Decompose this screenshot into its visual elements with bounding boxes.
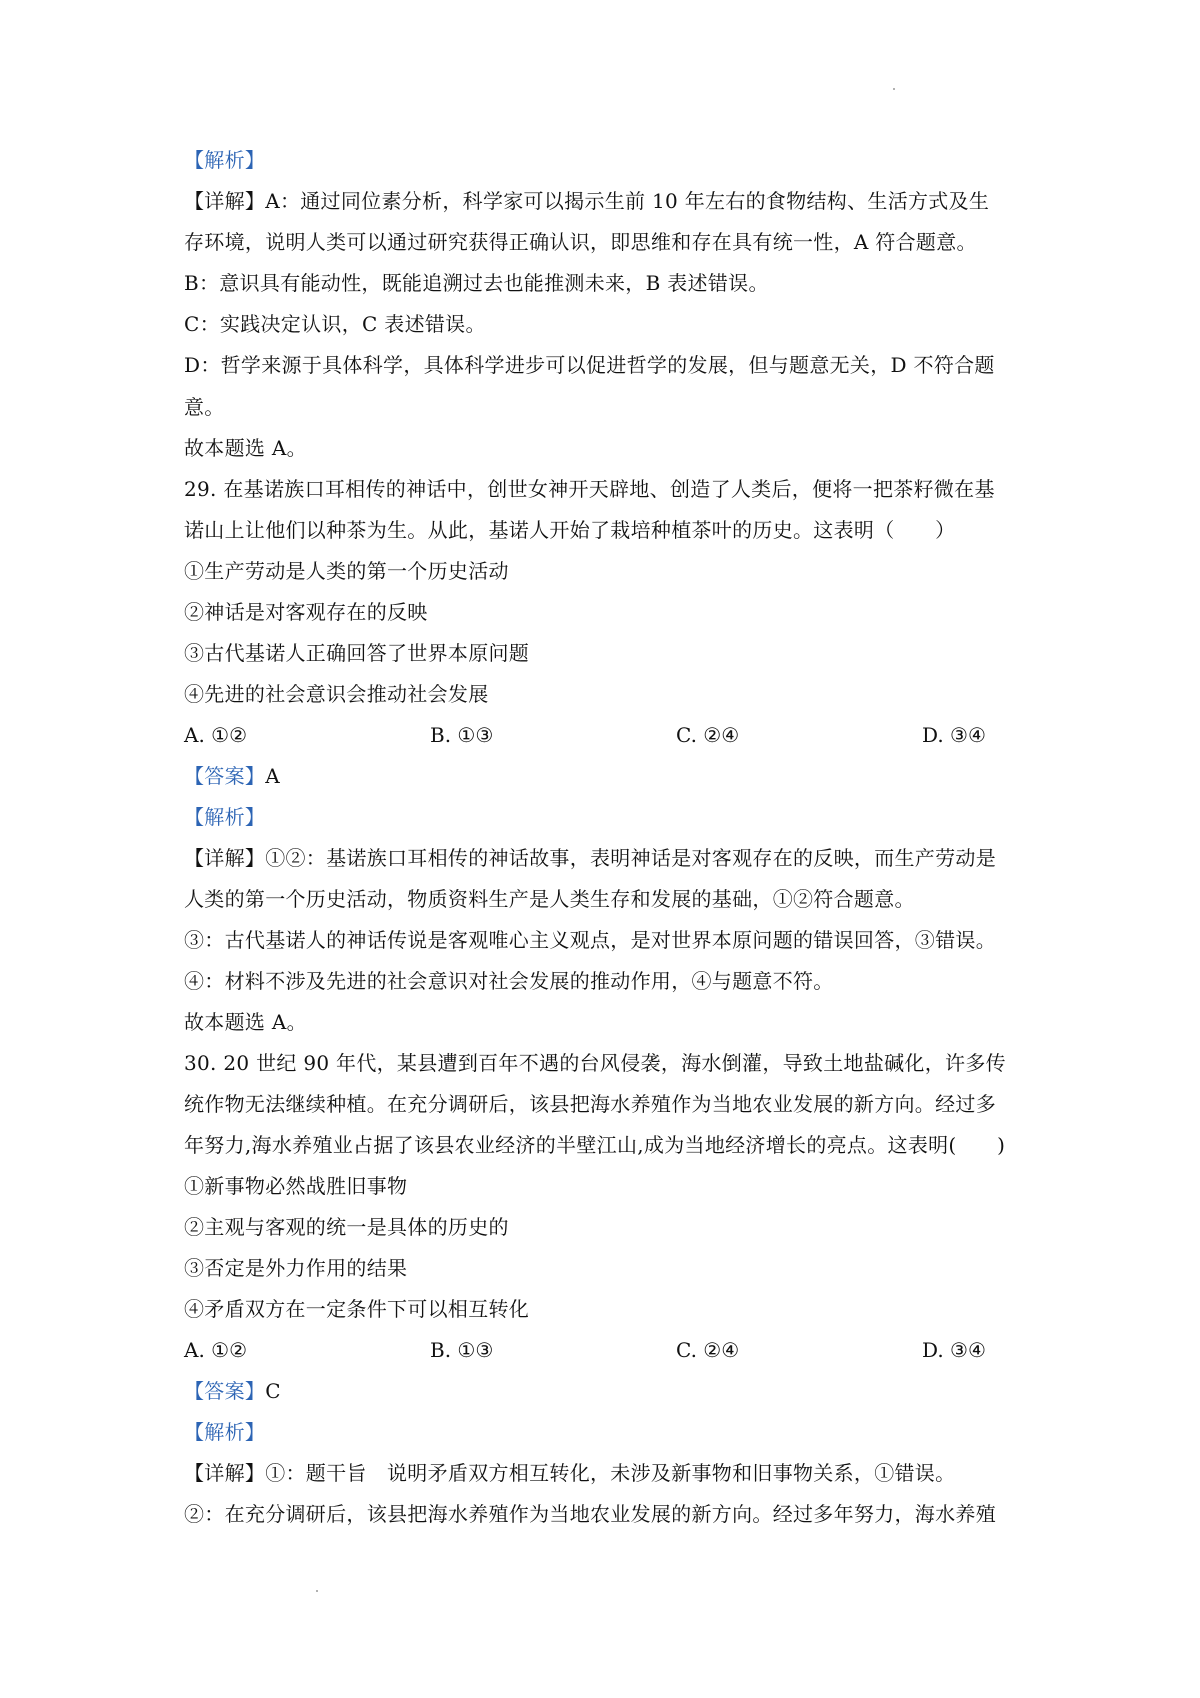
scan-speck	[316, 1590, 318, 1592]
jiexi-label: 【解析】	[184, 148, 266, 172]
q28-explanation-line: 存环境，说明人类可以通过研究获得正确认识，即思维和存在具有统一性，A 符合题意。	[184, 230, 977, 254]
q29-jiexi-heading	[184, 804, 1030, 830]
q30-stem-line: 年努力,海水养殖业占据了该县农业经济的半壁江山,成为当地经济增长的亮点。这表明( )	[184, 1133, 1006, 1157]
q29-option-c: C. ②④	[676, 723, 740, 747]
q28-explanation-line: 意。	[184, 395, 225, 419]
q29-answer	[184, 763, 1030, 789]
q29-statement: ②神话是对客观存在的反映	[184, 600, 428, 624]
q30-option-c: C. ②④	[676, 1338, 740, 1362]
q29-conclusion: 故本题选 A。	[184, 1010, 307, 1034]
q28-conclusion: 故本题选 A。	[184, 436, 307, 460]
q30-statement: ③否定是外力作用的结果	[184, 1256, 408, 1280]
xiangjie-label: 【详解】	[184, 1461, 266, 1485]
q30-statement: ①新事物必然战胜旧事物	[184, 1174, 408, 1198]
q29-explanation-line: ③：古代基诺人的神话传说是客观唯心主义观点，是对世界本原问题的错误回答，③错误。	[184, 928, 996, 952]
jiexi-label: 【解析】	[184, 1420, 266, 1444]
explanation-text: ①：题干旨 说明矛盾双方相互转化，未涉及新事物和旧事物关系，①错误。	[265, 1461, 956, 1485]
q28-explanation-line: D：哲学来源于具体科学，具体科学进步可以促进哲学的发展，但与题意无关，D 不符合题	[184, 353, 995, 377]
q29-option-a: A. ①②	[184, 723, 248, 747]
q30-statement: ②主观与客观的统一是具体的历史的	[184, 1215, 509, 1239]
q28-jiexi-heading	[184, 147, 1030, 173]
q28-explanation-line: C：实践决定认识，C 表述错误。	[184, 312, 486, 336]
xiangjie-label: 【详解】	[184, 846, 266, 870]
q29-statement: ①生产劳动是人类的第一个历史活动	[184, 559, 509, 583]
q28-explanation-line	[184, 188, 1030, 214]
answer-value: A	[265, 764, 280, 788]
q30-explanation-line	[184, 1460, 1030, 1486]
q30-jiexi-heading	[184, 1419, 1030, 1445]
q29-stem-line: 诺山上让他们以种茶为生。从此，基诺人开始了栽培种植茶叶的历史。这表明（ ）	[184, 518, 956, 542]
q29-stem-line: 29. 在基诺族口耳相传的神话中，创世女神开天辟地、创造了人类后，便将一把茶籽微在基	[184, 477, 995, 501]
q30-stem-line: 30. 20 世纪 90 年代，某县遭到百年不遇的台风侵袭，海水倒灌，导致土地盐碱化，许多传	[184, 1051, 1006, 1075]
answer-label: 【答案】	[184, 764, 266, 788]
q29-explanation-line	[184, 845, 1030, 871]
explanation-text: A：通过同位素分析，科学家可以揭示生前 10 年左右的食物结构、生活方式及生	[265, 189, 990, 213]
q30-explanation-line: ②：在充分调研后，该县把海水养殖作为当地农业发展的新方向。经过多年努力，海水养殖	[184, 1502, 996, 1526]
xiangjie-label: 【详解】	[184, 189, 266, 213]
q29-option-b: B. ①③	[430, 723, 494, 747]
q29-explanation-line: ④：材料不涉及先进的社会意识对社会发展的推动作用，④与题意不符。	[184, 969, 834, 993]
q30-option-d: D. ③④	[922, 1338, 986, 1362]
q30-statement: ④矛盾双方在一定条件下可以相互转化	[184, 1297, 530, 1321]
q30-option-b: B. ①③	[430, 1338, 494, 1362]
explanation-text: ①②：基诺族口耳相传的神话故事，表明神话是对客观存在的反映，而生产劳动是	[265, 846, 997, 870]
q29-statement: ③古代基诺人正确回答了世界本原问题	[184, 641, 530, 665]
q30-stem-line: 统作物无法继续种植。在充分调研后，该县把海水养殖作为当地农业发展的新方向。经过多	[184, 1092, 996, 1116]
scan-speck	[893, 88, 895, 90]
answer-label: 【答案】	[184, 1379, 266, 1403]
q30-option-a: A. ①②	[184, 1338, 248, 1362]
q28-explanation-line: B：意识具有能动性，既能追溯过去也能推测未来，B 表述错误。	[184, 271, 769, 295]
answer-value: C	[265, 1379, 281, 1403]
q29-explanation-line: 人类的第一个历史活动，物质资料生产是人类生存和发展的基础，①②符合题意。	[184, 887, 915, 911]
q29-statement: ④先进的社会意识会推动社会发展	[184, 682, 489, 706]
jiexi-label: 【解析】	[184, 805, 266, 829]
q29-option-d: D. ③④	[922, 723, 986, 747]
q30-answer	[184, 1378, 1030, 1404]
